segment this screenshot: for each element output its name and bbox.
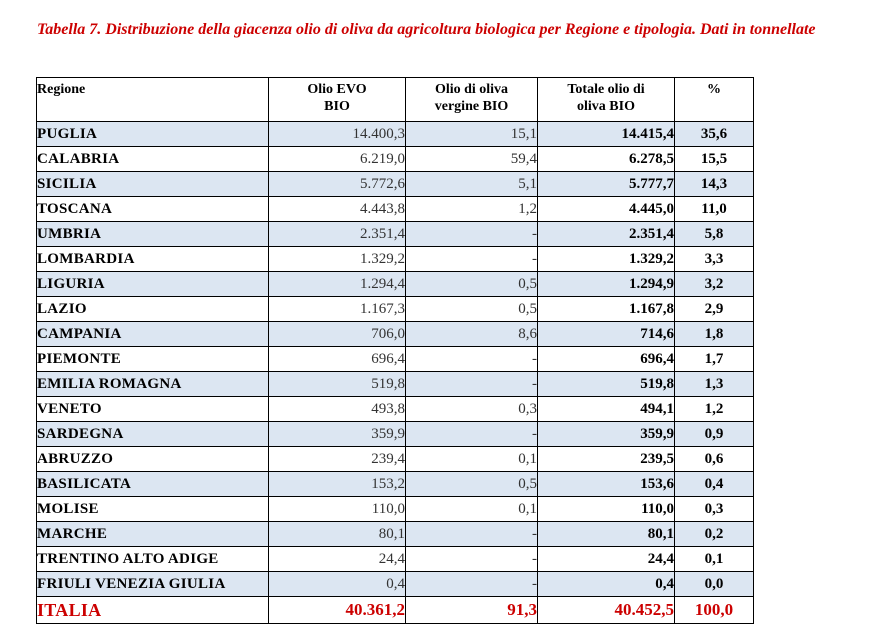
table-row <box>37 222 754 247</box>
cell-percent: 15,5 <box>675 147 754 172</box>
cell-olio-evo: 1.294,4 <box>269 272 406 297</box>
cell-regione: UMBRIA <box>37 222 269 247</box>
cell-totale: 696,4 <box>538 347 675 372</box>
cell-totale: 24,4 <box>538 547 675 572</box>
total-row <box>37 597 754 624</box>
cell-olio-vergine: 59,4 <box>406 147 538 172</box>
table-row <box>37 547 754 572</box>
cell-olio-evo: 519,8 <box>269 372 406 397</box>
cell-percent: 2,9 <box>675 297 754 322</box>
cell-olio-vergine: - <box>406 372 538 397</box>
table-row <box>37 422 754 447</box>
cell-percent: 1,2 <box>675 397 754 422</box>
cell-olio-vergine: - <box>406 547 538 572</box>
table-row <box>37 322 754 347</box>
cell-percent: 0,2 <box>675 522 754 547</box>
cell-regione: PIEMONTE <box>37 347 269 372</box>
table-caption: Tabella 7. Distribuzione della giacenza olio di oliva da agricoltura biologica per Regione e tipologia. Dati in tonnellate <box>37 21 816 38</box>
table-row <box>37 197 754 222</box>
cell-percent: 0,4 <box>675 472 754 497</box>
cell-regione: ITALIA <box>37 597 269 624</box>
table-row <box>37 447 754 472</box>
cell-totale: 519,8 <box>538 372 675 397</box>
cell-olio-evo: 4.443,8 <box>269 197 406 222</box>
cell-percent: 3,2 <box>675 272 754 297</box>
cell-percent: 1,7 <box>675 347 754 372</box>
cell-olio-evo: 40.361,2 <box>269 597 406 624</box>
cell-totale: 1.167,8 <box>538 297 675 322</box>
table-row <box>37 122 754 147</box>
header-olio-vergine-line1: Olio di oliva <box>434 82 509 97</box>
cell-olio-vergine: - <box>406 222 538 247</box>
cell-percent: 0,0 <box>675 572 754 597</box>
cell-olio-vergine: 0,5 <box>406 272 538 297</box>
header-olio-evo-line1: Olio EVO <box>307 82 367 97</box>
cell-percent: 14,3 <box>675 172 754 197</box>
cell-totale: 6.278,5 <box>538 147 675 172</box>
cell-olio-evo: 110,0 <box>269 497 406 522</box>
cell-totale: 0,4 <box>538 572 675 597</box>
cell-percent: 3,3 <box>675 247 754 272</box>
cell-olio-evo: 153,2 <box>269 472 406 497</box>
cell-percent: 11,0 <box>675 197 754 222</box>
header-regione <box>37 78 269 122</box>
header-olio-evo-line2: BIO <box>324 99 350 114</box>
cell-olio-evo: 5.772,6 <box>269 172 406 197</box>
cell-olio-evo: 14.400,3 <box>269 122 406 147</box>
cell-regione: TRENTINO ALTO ADIGE <box>37 547 269 572</box>
table-row <box>37 472 754 497</box>
cell-regione: LIGURIA <box>37 272 269 297</box>
cell-olio-vergine: 0,3 <box>406 397 538 422</box>
cell-percent: 0,1 <box>675 547 754 572</box>
cell-regione: SARDEGNA <box>37 422 269 447</box>
cell-regione: ABRUZZO <box>37 447 269 472</box>
cell-totale: 40.452,5 <box>538 597 675 624</box>
cell-olio-vergine: 1,2 <box>406 197 538 222</box>
table-row <box>37 572 754 597</box>
cell-olio-vergine: 0,5 <box>406 297 538 322</box>
cell-olio-vergine: 5,1 <box>406 172 538 197</box>
cell-regione: MOLISE <box>37 497 269 522</box>
cell-olio-evo: 6.219,0 <box>269 147 406 172</box>
cell-olio-evo: 696,4 <box>269 347 406 372</box>
cell-regione: PUGLIA <box>37 122 269 147</box>
cell-olio-evo: 493,8 <box>269 397 406 422</box>
cell-olio-vergine: 0,1 <box>406 447 538 472</box>
table-row <box>37 172 754 197</box>
cell-totale: 2.351,4 <box>538 222 675 247</box>
cell-olio-vergine: 91,3 <box>406 597 538 624</box>
cell-totale: 714,6 <box>538 322 675 347</box>
header-olio-evo <box>269 78 406 122</box>
cell-regione: CAMPANIA <box>37 322 269 347</box>
cell-olio-evo: 2.351,4 <box>269 222 406 247</box>
cell-olio-evo: 706,0 <box>269 322 406 347</box>
cell-olio-vergine: 15,1 <box>406 122 538 147</box>
cell-olio-evo: 1.329,2 <box>269 247 406 272</box>
cell-regione: FRIULI VENEZIA GIULIA <box>37 572 269 597</box>
cell-olio-evo: 0,4 <box>269 572 406 597</box>
cell-olio-evo: 1.167,3 <box>269 297 406 322</box>
cell-totale: 80,1 <box>538 522 675 547</box>
cell-totale: 14.415,4 <box>538 122 675 147</box>
cell-totale: 359,9 <box>538 422 675 447</box>
cell-olio-evo: 24,4 <box>269 547 406 572</box>
header-regione-label: Regione <box>37 82 86 97</box>
cell-regione: CALABRIA <box>37 147 269 172</box>
cell-regione: EMILIA ROMAGNA <box>37 372 269 397</box>
header-totale-line2: oliva BIO <box>577 99 635 114</box>
cell-totale: 494,1 <box>538 397 675 422</box>
cell-olio-vergine: - <box>406 347 538 372</box>
cell-percent: 0,6 <box>675 447 754 472</box>
cell-percent: 1,8 <box>675 322 754 347</box>
header-row <box>37 78 754 122</box>
header-olio-vergine <box>406 78 538 122</box>
cell-percent: 0,9 <box>675 422 754 447</box>
cell-regione: MARCHE <box>37 522 269 547</box>
cell-percent: 5,8 <box>675 222 754 247</box>
table-row <box>37 497 754 522</box>
table-row <box>37 372 754 397</box>
cell-olio-vergine: - <box>406 247 538 272</box>
cell-totale: 1.294,9 <box>538 272 675 297</box>
cell-regione: SICILIA <box>37 172 269 197</box>
table-row <box>37 297 754 322</box>
cell-percent: 35,6 <box>675 122 754 147</box>
header-percent <box>675 78 754 122</box>
cell-olio-vergine: 0,1 <box>406 497 538 522</box>
cell-percent: 1,3 <box>675 372 754 397</box>
table-row <box>37 522 754 547</box>
cell-regione: BASILICATA <box>37 472 269 497</box>
cell-regione: TOSCANA <box>37 197 269 222</box>
cell-olio-vergine: 0,5 <box>406 472 538 497</box>
cell-totale: 153,6 <box>538 472 675 497</box>
cell-olio-evo: 239,4 <box>269 447 406 472</box>
table-row <box>37 347 754 372</box>
header-percent-label: % <box>707 82 721 97</box>
cell-percent: 0,3 <box>675 497 754 522</box>
data-table <box>36 77 754 624</box>
cell-totale: 110,0 <box>538 497 675 522</box>
table-row <box>37 397 754 422</box>
table-row <box>37 147 754 172</box>
header-totale-line1: Totale olio di <box>567 82 645 97</box>
cell-totale: 239,5 <box>538 447 675 472</box>
cell-olio-vergine: - <box>406 522 538 547</box>
cell-olio-evo: 359,9 <box>269 422 406 447</box>
cell-totale: 1.329,2 <box>538 247 675 272</box>
cell-regione: LOMBARDIA <box>37 247 269 272</box>
cell-olio-vergine: - <box>406 572 538 597</box>
cell-olio-vergine: - <box>406 422 538 447</box>
cell-regione: LAZIO <box>37 297 269 322</box>
header-totale <box>538 78 675 122</box>
cell-olio-vergine: 8,6 <box>406 322 538 347</box>
header-olio-vergine-line2: vergine BIO <box>434 99 509 114</box>
cell-olio-evo: 80,1 <box>269 522 406 547</box>
cell-percent: 100,0 <box>675 597 754 624</box>
cell-totale: 5.777,7 <box>538 172 675 197</box>
table-row <box>37 247 754 272</box>
cell-totale: 4.445,0 <box>538 197 675 222</box>
cell-regione: VENETO <box>37 397 269 422</box>
table-row <box>37 272 754 297</box>
